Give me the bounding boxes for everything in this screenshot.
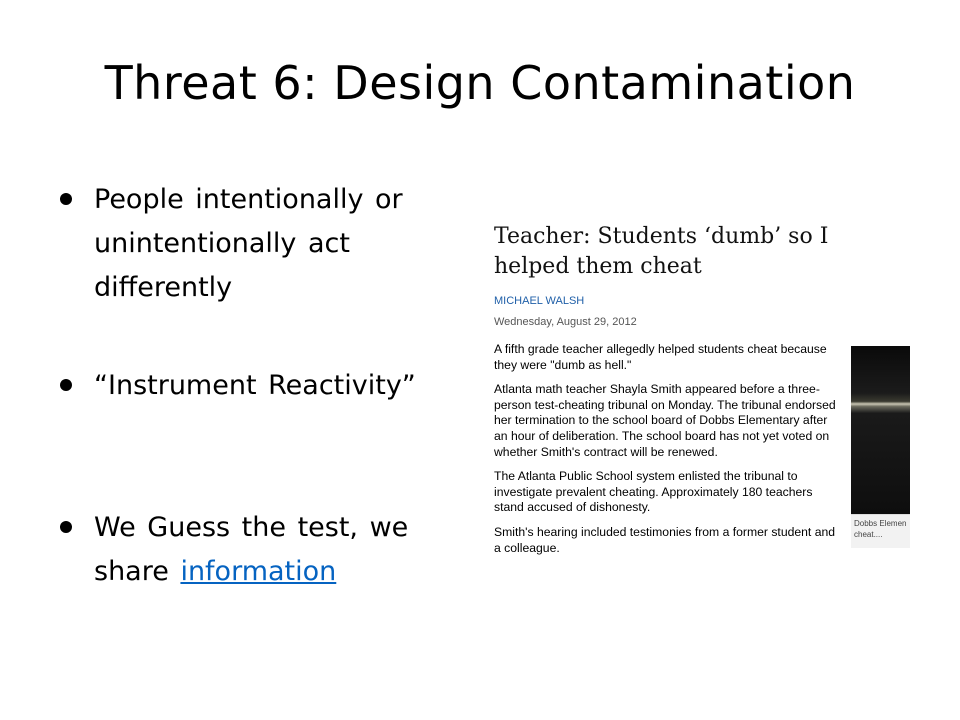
bullet-item <box>60 178 474 310</box>
article-photo <box>851 346 910 546</box>
information-link[interactable]: information <box>180 556 337 587</box>
slide-title: Threat 6: Design Contamination <box>104 56 856 110</box>
bullet-item <box>60 364 474 408</box>
article-date: Wednesday, August 29, 2012 <box>494 316 637 328</box>
bullet-item <box>60 506 474 594</box>
article-paragraph: Smith's hearing included testimonies from a former student and a colleague. <box>494 524 836 555</box>
bullet-text: People intentionally or unintentionally act differently <box>94 184 403 303</box>
article-headline: Teacher: Students ‘dumb’ so I helped them cheat <box>494 224 829 279</box>
photo-caption-line: Dobbs Elemen <box>854 519 907 528</box>
photo-caption <box>851 514 910 548</box>
bullet-text: “Instrument Reactivity” <box>94 370 416 401</box>
photo-image <box>851 346 910 514</box>
bullet-text: We Guess the test, we share <box>94 512 409 587</box>
article-author: MICHAEL WALSH <box>494 295 585 307</box>
bullet-dot-icon <box>60 379 72 391</box>
article-paragraph: A fifth grade teacher allegedly helped students cheat because they were "dumb as hell." <box>494 342 827 372</box>
photo-caption-line: cheat.... <box>854 530 883 539</box>
news-article-screenshot <box>460 206 910 602</box>
bullet-dot-icon <box>60 521 72 533</box>
article-body <box>494 342 842 565</box>
bullet-dot-icon <box>60 193 72 205</box>
article-paragraph: The Atlanta Public School system enlisted the tribunal to investigate prevalent cheating. Approximately 180 teachers stand accused of dishonesty. <box>494 469 813 515</box>
article-paragraph: Atlanta math teacher Shayla Smith appeared before a three-person test-cheating tribunal on Monday. The tribunal endorsed her termination to the school board of Dobbs Elementary after an hour of deliberation. The school board has not yet voted on whether Smith's contract will be renewed. <box>494 382 836 459</box>
